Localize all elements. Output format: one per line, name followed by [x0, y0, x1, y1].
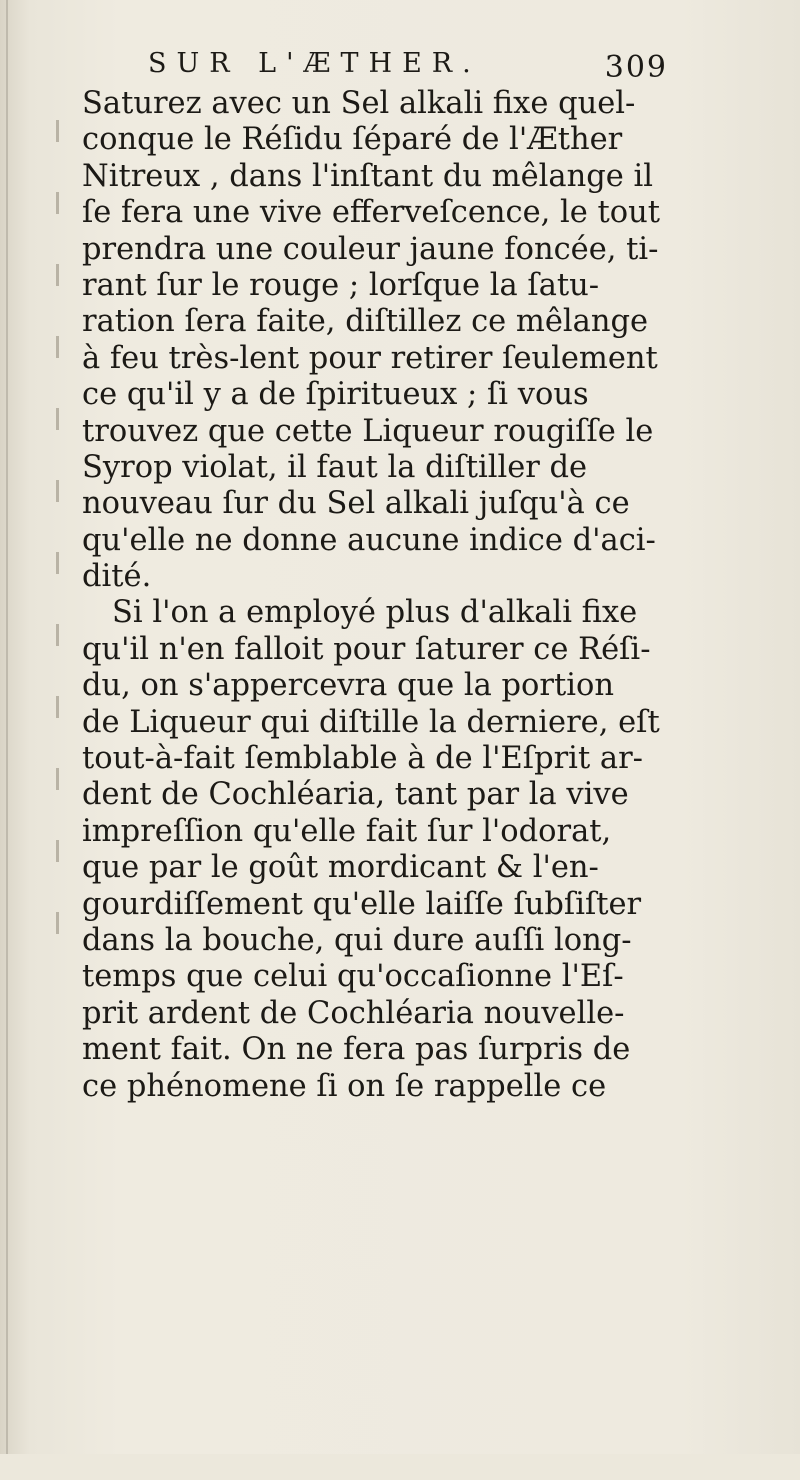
- text-line: prendra une couleur jaune foncée, ti-: [82, 231, 659, 267]
- text-line: qu'elle ne donne aucune indice d'aci-: [82, 522, 656, 558]
- bleed-through-marks: [56, 120, 62, 1480]
- text-line: dent de Cochléaria, tant par la vive: [82, 777, 629, 813]
- page-header: [148, 48, 668, 88]
- text-line: impreſſion qu'elle fait ſur l'odorat,: [82, 813, 612, 849]
- text-line: Si l'on a employé plus d'alkali fixe: [112, 595, 638, 631]
- text-line: ration ſera faite, diſtillez ce mêlange: [82, 304, 649, 340]
- text-line: Nitreux , dans l'inſtant du mêlange il: [82, 158, 654, 194]
- text-line: trouvez que cette Liqueur rougiſſe le: [82, 413, 654, 449]
- text-line: rant ſur le rouge ; lorſque la ſatu-: [82, 267, 600, 303]
- text-line: de Liqueur qui diſtille la derniere, eſt: [82, 704, 660, 740]
- running-head: SUR L'ÆTHER.: [148, 48, 481, 79]
- text-line: dité.: [82, 559, 152, 595]
- text-line: Saturez avec un Sel alkali fixe quel-: [82, 86, 636, 121]
- text-line: Syrop violat, il faut la diſtiller de: [82, 449, 588, 485]
- text-line: tout-à-fait ſemblable à de l'Eſprit ar-: [82, 741, 643, 777]
- text-line: qu'il n'en falloit pour ſaturer ce Réſi-: [82, 631, 651, 667]
- binding-gutter: [6, 0, 8, 1454]
- text-line: gourdiſſement qu'elle laiſſe ſubſiſter: [82, 886, 642, 922]
- text-line: nouveau ſur du Sel alkali juſqu'à ce: [82, 486, 630, 522]
- page-number: 309: [604, 50, 668, 85]
- text-line: à feu très-lent pour retirer ſeulement: [82, 340, 658, 376]
- text-line: ſe fera une vive efferveſcence, le tout: [82, 195, 661, 231]
- text-line: prit ardent de Cochléaria nouvelle-: [82, 995, 625, 1031]
- text-line: ce phénomene ſi on ſe rappelle ce: [82, 1068, 607, 1104]
- text-line: dans la bouche, qui dure auſſi long-: [82, 922, 632, 958]
- text-line: ce qu'il y a de ſpiritueux ; ſi vous: [82, 377, 589, 413]
- text-line: conque le Réſidu ſéparé de l'Æther: [82, 122, 623, 158]
- text-line: que par le goût mordicant & l'en-: [82, 850, 599, 886]
- text-line: du, on s'appercevra que la portion: [82, 668, 615, 704]
- text-line: temps que celui qu'occaſionne l'Eſ-: [82, 959, 624, 995]
- body-text: [82, 86, 722, 1105]
- text-line: ment fait. On ne fera pas ſurpris de: [82, 1032, 631, 1068]
